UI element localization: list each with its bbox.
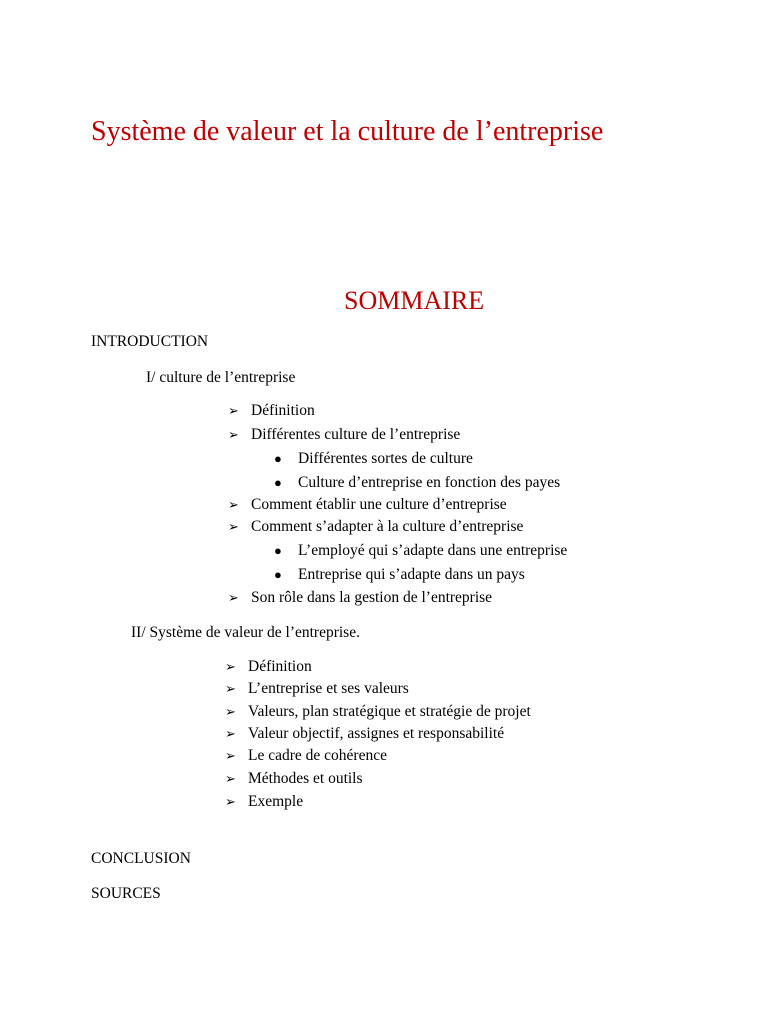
list-item: ➢ Définition	[225, 658, 312, 675]
list-item: ● Entreprise qui s’adapte dans un pays	[274, 566, 525, 583]
arrow-bullet-icon: ➢	[225, 794, 236, 809]
arrow-bullet-icon: ➢	[228, 519, 239, 534]
list-item: ➢ Valeur objectif, assignes et responsabilité	[225, 725, 505, 742]
part2-heading: II/ Système de valeur de l’entreprise.	[131, 624, 360, 641]
arrow-bullet-icon: ➢	[225, 681, 236, 696]
arrow-bullet-icon: ➢	[225, 748, 236, 763]
list-item: ➢ Exemple	[225, 793, 304, 810]
list-item: ➢ Comment établir une culture d’entreprise	[228, 496, 507, 513]
list-item: ● L’employé qui s’adapte dans une entreprise	[274, 542, 568, 559]
part1-heading: I/ culture de l’entreprise	[146, 369, 296, 386]
list-item: ➢ Comment s’adapter à la culture d’entreprise	[228, 518, 524, 535]
arrow-bullet-icon: ➢	[228, 497, 239, 512]
dot-bullet-icon: ●	[274, 451, 282, 466]
arrow-bullet-icon: ➢	[228, 403, 239, 418]
arrow-bullet-icon: ➢	[225, 726, 236, 741]
conclusion-entry: CONCLUSION	[91, 850, 191, 867]
list-item: ➢ Différentes culture de l’entreprise	[228, 426, 461, 443]
dot-bullet-icon: ●	[274, 543, 282, 558]
list-item: ➢ L’entreprise et ses valeurs	[225, 680, 409, 697]
dot-bullet-icon: ●	[274, 475, 282, 490]
arrow-bullet-icon: ➢	[228, 427, 239, 442]
list-item: ● Culture d’entreprise en fonction des payes	[274, 474, 561, 491]
list-item: ➢ Valeurs, plan stratégique et stratégie de projet	[225, 703, 531, 720]
document-title: Système de valeur et la culture de l’entreprise	[91, 116, 604, 147]
list-item: ➢ Méthodes et outils	[225, 770, 363, 787]
arrow-bullet-icon: ➢	[225, 704, 236, 719]
list-item: ➢ Son rôle dans la gestion de l’entreprise	[228, 589, 493, 606]
list-item: ➢ Le cadre de cohérence	[225, 747, 387, 764]
introduction-entry: INTRODUCTION	[91, 333, 209, 350]
list-item: ➢ Définition	[228, 402, 315, 419]
arrow-bullet-icon: ➢	[225, 771, 236, 786]
arrow-bullet-icon: ➢	[225, 659, 236, 674]
list-item: ● Différentes sortes de culture	[274, 450, 473, 467]
sources-entry: SOURCES	[91, 885, 161, 902]
dot-bullet-icon: ●	[274, 567, 282, 582]
sommaire-heading: SOMMAIRE	[344, 286, 485, 315]
arrow-bullet-icon: ➢	[228, 590, 239, 605]
